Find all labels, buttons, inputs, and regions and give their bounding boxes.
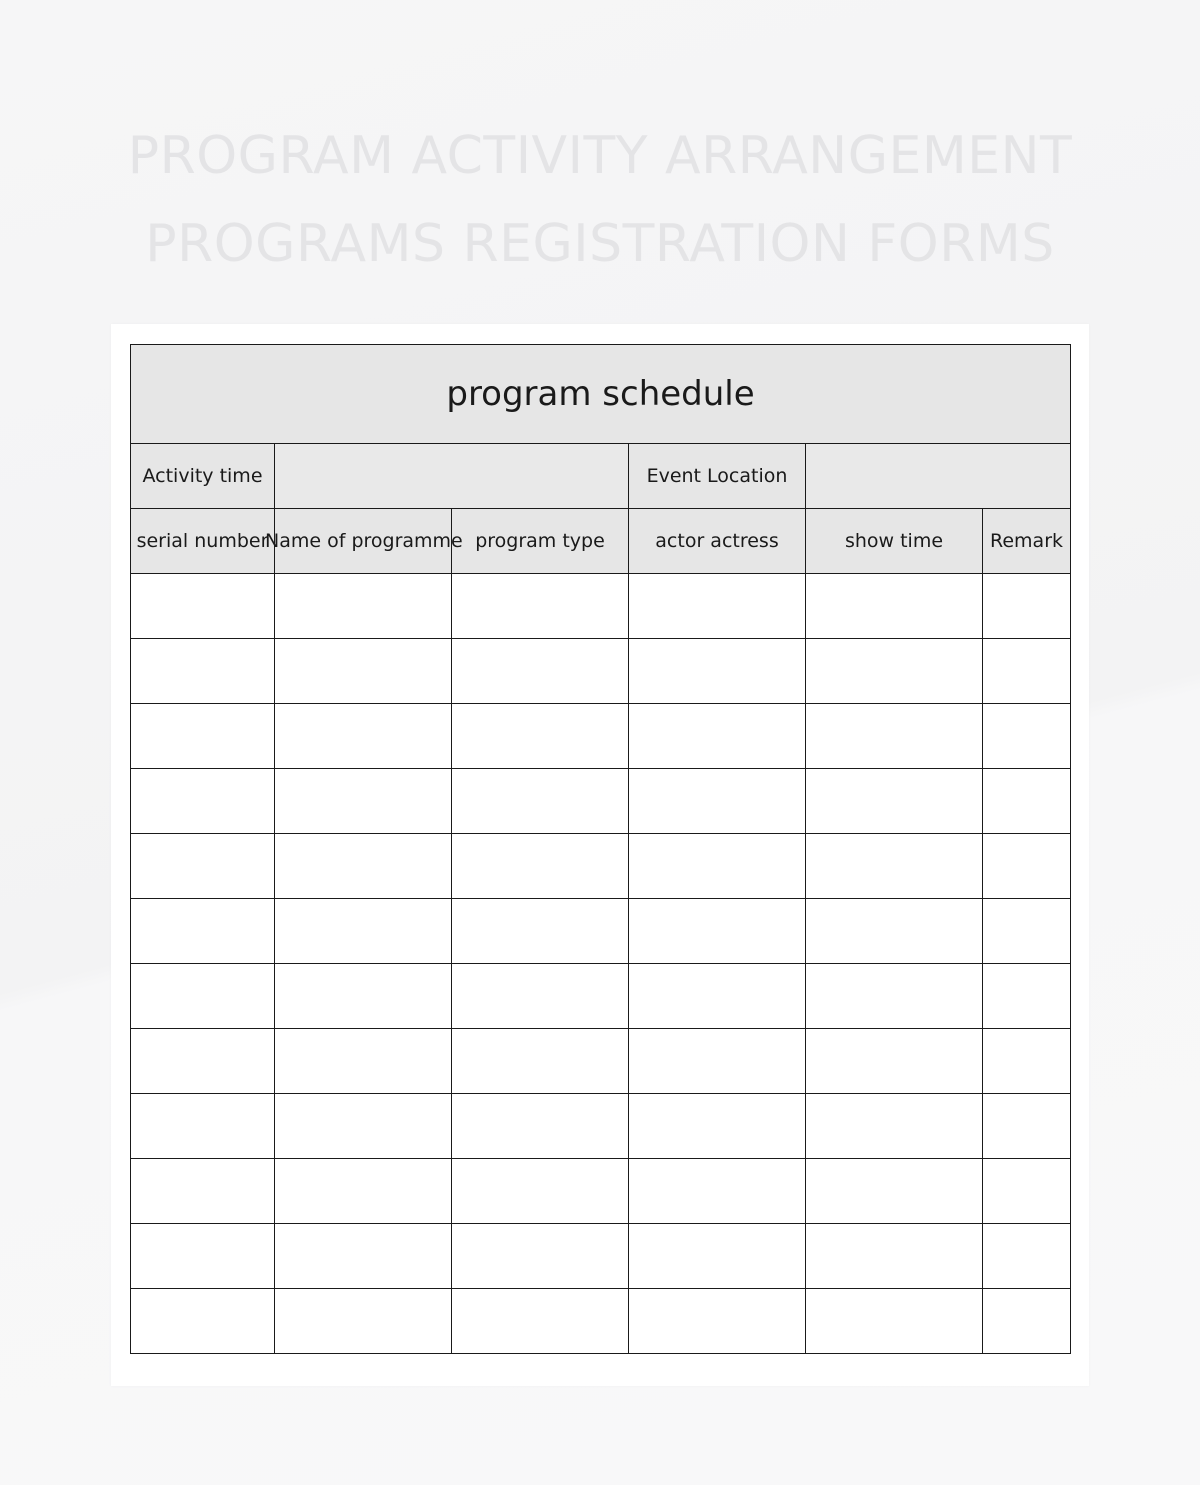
cell-remark[interactable] [983, 1029, 1071, 1094]
cell-show-time[interactable] [806, 899, 983, 964]
cell-serial-number[interactable] [131, 1289, 275, 1354]
cell-name-of-programme[interactable] [275, 1029, 452, 1094]
column-header-program-type: program type [452, 509, 629, 574]
cell-show-time[interactable] [806, 769, 983, 834]
cell-name-of-programme[interactable] [275, 574, 452, 639]
cell-actor-actress[interactable] [629, 834, 806, 899]
cell-name-of-programme[interactable] [275, 704, 452, 769]
cell-remark[interactable] [983, 1224, 1071, 1289]
cell-program-type[interactable] [452, 899, 629, 964]
cell-show-time[interactable] [806, 639, 983, 704]
cell-serial-number[interactable] [131, 1094, 275, 1159]
cell-remark[interactable] [983, 1094, 1071, 1159]
table-row [131, 574, 1071, 639]
table-row [131, 1224, 1071, 1289]
page-title [0, 112, 1200, 288]
column-header-row [131, 509, 1071, 574]
table-row [131, 769, 1071, 834]
cell-serial-number[interactable] [131, 639, 275, 704]
cell-name-of-programme[interactable] [275, 769, 452, 834]
table-row [131, 639, 1071, 704]
column-header-show-time: show time [806, 509, 983, 574]
cell-name-of-programme[interactable] [275, 1094, 452, 1159]
event-location-label: Event Location [629, 444, 806, 509]
cell-serial-number[interactable] [131, 704, 275, 769]
column-header-actor-actress: actor actress [629, 509, 806, 574]
cell-serial-number[interactable] [131, 574, 275, 639]
cell-actor-actress[interactable] [629, 1094, 806, 1159]
cell-name-of-programme[interactable] [275, 1289, 452, 1354]
cell-show-time[interactable] [806, 1289, 983, 1354]
table-row [131, 899, 1071, 964]
table-row [131, 704, 1071, 769]
column-header-name-of-programme: Name of programme [275, 509, 452, 574]
cell-remark[interactable] [983, 964, 1071, 1029]
cell-actor-actress[interactable] [629, 574, 806, 639]
cell-program-type[interactable] [452, 1159, 629, 1224]
activity-time-label: Activity time [131, 444, 275, 509]
cell-show-time[interactable] [806, 1224, 983, 1289]
cell-name-of-programme[interactable] [275, 1224, 452, 1289]
column-header-serial-number: serial number [131, 509, 275, 574]
cell-show-time[interactable] [806, 704, 983, 769]
cell-show-time[interactable] [806, 1029, 983, 1094]
cell-serial-number[interactable] [131, 964, 275, 1029]
cell-serial-number[interactable] [131, 1224, 275, 1289]
cell-serial-number[interactable] [131, 1159, 275, 1224]
cell-name-of-programme[interactable] [275, 1159, 452, 1224]
cell-remark[interactable] [983, 1159, 1071, 1224]
cell-actor-actress[interactable] [629, 639, 806, 704]
cell-remark[interactable] [983, 769, 1071, 834]
cell-show-time[interactable] [806, 574, 983, 639]
table-row [131, 1029, 1071, 1094]
cell-actor-actress[interactable] [629, 769, 806, 834]
cell-remark[interactable] [983, 1289, 1071, 1354]
cell-program-type[interactable] [452, 1029, 629, 1094]
cell-actor-actress[interactable] [629, 899, 806, 964]
table-row [131, 1159, 1071, 1224]
cell-program-type[interactable] [452, 1094, 629, 1159]
cell-show-time[interactable] [806, 1159, 983, 1224]
table-row [131, 834, 1071, 899]
cell-remark[interactable] [983, 899, 1071, 964]
cell-name-of-programme[interactable] [275, 639, 452, 704]
form-title: program schedule [131, 345, 1071, 444]
cell-actor-actress[interactable] [629, 1159, 806, 1224]
column-header-remark: Remark [983, 509, 1071, 574]
cell-program-type[interactable] [452, 639, 629, 704]
cell-show-time[interactable] [806, 964, 983, 1029]
cell-actor-actress[interactable] [629, 704, 806, 769]
cell-show-time[interactable] [806, 834, 983, 899]
cell-program-type[interactable] [452, 704, 629, 769]
cell-name-of-programme[interactable] [275, 899, 452, 964]
cell-actor-actress[interactable] [629, 1029, 806, 1094]
page-title-line-1: PROGRAM ACTIVITY ARRANGEMENT [127, 126, 1073, 186]
cell-program-type[interactable] [452, 1224, 629, 1289]
cell-program-type[interactable] [452, 769, 629, 834]
cell-name-of-programme[interactable] [275, 964, 452, 1029]
cell-actor-actress[interactable] [629, 1224, 806, 1289]
cell-program-type[interactable] [452, 1289, 629, 1354]
event-location-field[interactable] [806, 444, 1071, 509]
cell-remark[interactable] [983, 834, 1071, 899]
program-schedule-table [130, 344, 1071, 1354]
activity-time-field[interactable] [275, 444, 629, 509]
cell-program-type[interactable] [452, 964, 629, 1029]
table-row [131, 1289, 1071, 1354]
cell-actor-actress[interactable] [629, 964, 806, 1029]
cell-name-of-programme[interactable] [275, 834, 452, 899]
cell-actor-actress[interactable] [629, 1289, 806, 1354]
cell-serial-number[interactable] [131, 1029, 275, 1094]
cell-remark[interactable] [983, 574, 1071, 639]
cell-remark[interactable] [983, 639, 1071, 704]
cell-serial-number[interactable] [131, 769, 275, 834]
cell-serial-number[interactable] [131, 834, 275, 899]
cell-serial-number[interactable] [131, 899, 275, 964]
cell-program-type[interactable] [452, 574, 629, 639]
cell-remark[interactable] [983, 704, 1071, 769]
cell-show-time[interactable] [806, 1094, 983, 1159]
cell-program-type[interactable] [452, 834, 629, 899]
table-row [131, 964, 1071, 1029]
table-row [131, 1094, 1071, 1159]
page-title-line-2: PROGRAMS REGISTRATION FORMS [145, 214, 1055, 274]
